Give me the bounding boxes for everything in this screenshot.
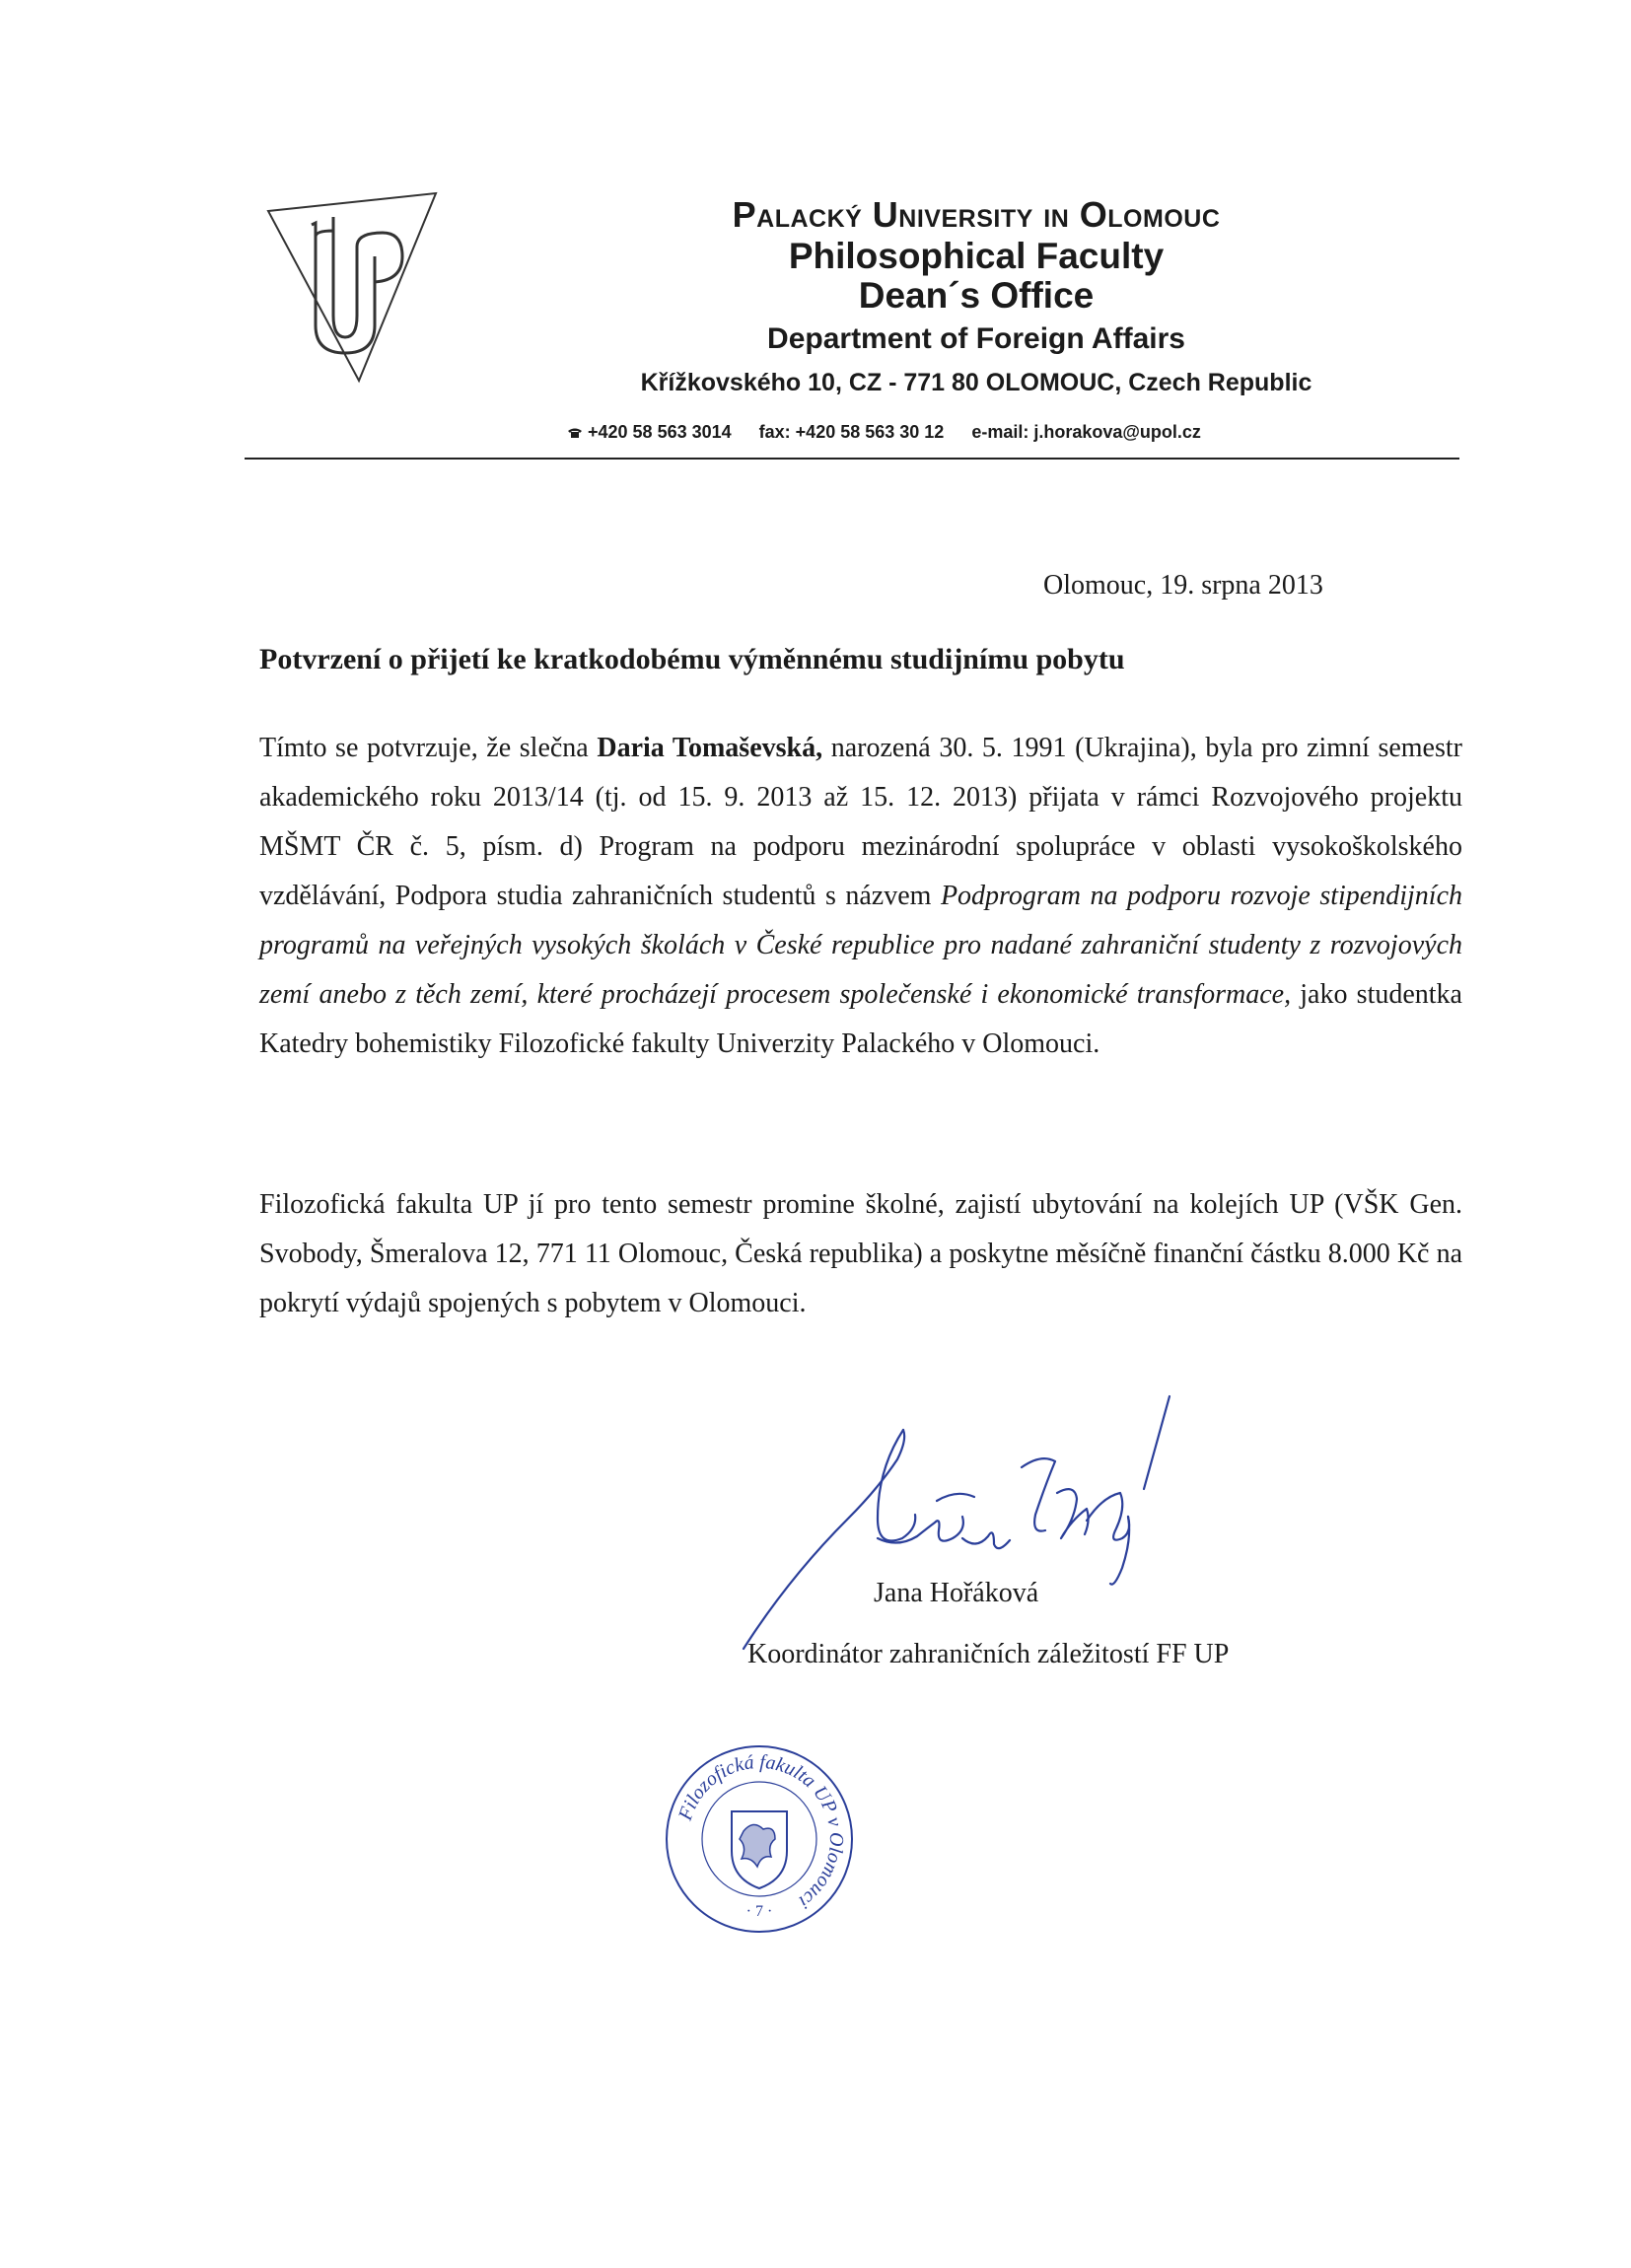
p1-details: narozená 30. 5. 1991 (Ukrajina), byla pro zimní semestr akademického roku 2013/14 (tj. od 15. 9. 2013 až 15. 12. 2013) přijata v rámci Rozvojového projektu MŠMT ČR č. 5, písm. d) Program na podporu mezinárodní spolupráce v oblasti vysokoškolského vzdělávání, Podpora studia zahraničních studentů s názvem [259, 733, 1462, 911]
paragraph-confirmation [259, 724, 1462, 1069]
university-logo [264, 187, 440, 385]
header-divider [245, 458, 1459, 460]
stamp-number: · 7 · [745, 1903, 773, 1920]
office-name: Dean´s Office [858, 275, 1095, 316]
signatory-name: Jana Hořáková [874, 1578, 1039, 1608]
letter-date: Olomouc, 19. srpna 2013 [1043, 570, 1323, 601]
letterhead [552, 193, 1400, 404]
paragraph-benefits: Filozofická fakulta UP jí pro tento semestr promine školné, zajistí ubytování na kolejích UP (VŠK Gen. Svobody, Šmeralova 12, 771 11 Olomouc, Česká republika) a poskytne měsíčně finanční částku 8.000 Kč na pokrytí výdajů spojených s pobytem v Olomouci. [259, 1189, 1462, 1318]
fax-number: fax: +420 58 563 30 12 [758, 422, 945, 442]
official-stamp [661, 1740, 858, 1938]
program-name: Podprogram na podporu rozvoje stipendijních programů na veřejných vysokých školách v České republice pro nadané zahraniční studenty z rozvojových zemí anebo z těch zemí, které procházejí procesem společenské i ekonomické transformace, [259, 881, 1463, 1010]
email-address: e-mail: j.horakova@upol.cz [971, 422, 1201, 442]
p1-intro: Tímto se potvrzuje, že slečna [259, 733, 598, 763]
address: Křížkovského 10, CZ - 771 80 OLOMOUC, Czech Republic [640, 369, 1312, 396]
phone-icon [567, 427, 583, 439]
department-name: Department of Foreign Affairs [767, 322, 1185, 355]
signatory-role: Koordinátor zahraničních záležitostí FF UP [747, 1639, 1230, 1669]
phone-number: +420 58 563 3014 [588, 422, 732, 442]
stamp-text: Filozofická fakulta UP v Olomouci [674, 1750, 848, 1913]
student-name: Daria Tomaševská, [597, 733, 823, 763]
handwritten-signature [730, 1390, 1282, 1657]
contact-line [567, 422, 1201, 443]
p1-ending: jako studentka Katedry bohemistiky Filozofické fakulty Univerzity Palackého v Olomouci. [259, 979, 1462, 1059]
letter-title: Potvrzení o přijetí ke kratkodobému výměnnému studijnímu pobytu [259, 643, 1125, 675]
university-name: Palacký University in Olomouc [732, 194, 1221, 235]
faculty-name: Philosophical Faculty [788, 236, 1165, 276]
